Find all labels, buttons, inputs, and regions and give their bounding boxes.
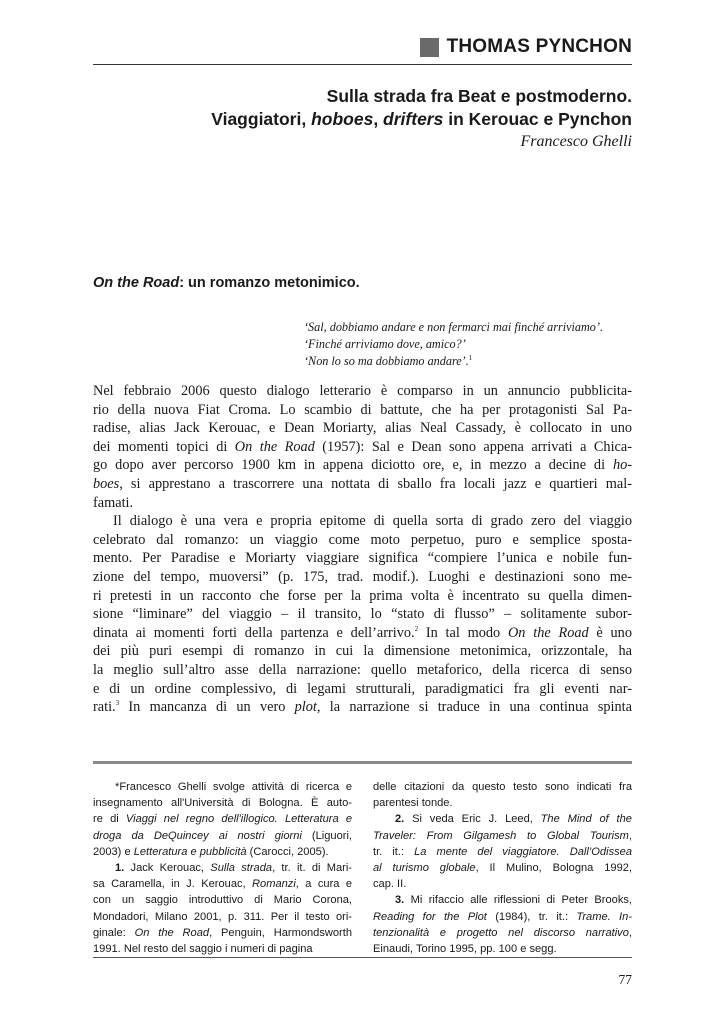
- text-run: 2003) e: [93, 845, 134, 858]
- header-rule: [93, 64, 632, 65]
- text-run: Mi rifaccio alle riflessioni di Peter Brooks,: [404, 894, 632, 907]
- text-run: (Carocci, 2005).: [246, 845, 329, 858]
- text-run: dei momenti topici di: [93, 438, 235, 455]
- section-header: [420, 36, 632, 58]
- text-run: In tal modo: [418, 624, 508, 641]
- epigraph-line: [304, 353, 634, 370]
- footnote-number: 3.: [395, 894, 405, 907]
- body-line: [93, 456, 632, 475]
- footnote-line: [93, 811, 352, 827]
- text-run: Nel febbraio 2006 questo dialogo letterario è comparso in un annuncio pubblicita-: [93, 383, 632, 399]
- footnote-ref: 1: [468, 353, 473, 362]
- body-line: [93, 549, 632, 568]
- text-run: Si veda Eric J. Leed,: [404, 813, 541, 826]
- text-run: e di un ordine complessivo, di legami strutturali, paradigmatici fra gli eventi nar-: [93, 680, 632, 697]
- body-line: [93, 605, 632, 624]
- text-run: , Penguin, Harmondsworth: [209, 926, 353, 939]
- footnote-line: [93, 892, 352, 908]
- footnote-line: [373, 828, 632, 844]
- text-run: go dopo aver percorso 1900 km in appena diciotto ore, e, in mezzo a decine di: [93, 457, 613, 474]
- footnote-line: [373, 860, 632, 876]
- body-line: [93, 494, 632, 513]
- italic-text: On the Road: [507, 624, 589, 641]
- footnote-line: [373, 795, 632, 811]
- text-run: sa Caramella, in J. Kerouac,: [93, 878, 253, 891]
- section-heading-italic: On the Road: [93, 275, 180, 291]
- footnotes-left-column: [93, 779, 352, 957]
- footnote-line: [93, 860, 352, 876]
- body-line: [93, 568, 632, 587]
- body-line: [93, 531, 632, 550]
- body-line: [93, 401, 632, 420]
- text-run: , Il Mulino, Bologna 1992,: [475, 862, 632, 875]
- text-run: (1984), tr. it.:: [486, 910, 577, 923]
- text-run: cap. II.: [373, 878, 407, 891]
- italic-text: Letteratura e pubblicità: [133, 845, 247, 858]
- article-title: [211, 85, 632, 131]
- text-run: parentesi tonde.: [373, 797, 453, 810]
- body-line: [93, 661, 632, 680]
- text-run: rio della nuova Fiat Croma. Lo scambio di battute, che ha per protagonisti Sal Pa-: [93, 401, 632, 418]
- italic-text: plot: [294, 699, 317, 716]
- footnote-line: [93, 876, 352, 892]
- page-number: 77: [618, 972, 632, 987]
- body-line: [93, 512, 632, 531]
- text-run: Jack Kerouac,: [124, 862, 211, 875]
- section-heading: [93, 275, 360, 291]
- title-italic-drifters: drifters: [383, 109, 444, 129]
- italic-text: tenzionalità e progetto nel discorso narrativo: [373, 926, 629, 939]
- footnote-line: [373, 892, 632, 908]
- footnote-ref: 3: [115, 699, 120, 708]
- footnote-line: [93, 828, 352, 844]
- italic-text: Sulla strada: [210, 862, 273, 875]
- italic-text: On the Road: [234, 438, 315, 455]
- text-run: mento. Per Paradise e Moriarty viaggiare significa “compiere l’unica e nobile fun-: [93, 550, 632, 567]
- article-author: Francesco Ghelli: [520, 133, 632, 150]
- italic-text: droga da DeQuincey ai nostri giorni: [93, 829, 302, 842]
- section-marker-square: [420, 38, 439, 57]
- body-line: [93, 382, 632, 401]
- footnotes-right-column: [373, 779, 632, 957]
- footnote-number: 2.: [395, 813, 405, 826]
- title-italic-hoboes: hoboes: [311, 109, 374, 129]
- epigraph-text: ‘Non lo so ma dobbiamo andare’.: [304, 354, 469, 368]
- text-run: la meglio sull’altro asse della narrazione: quello metaforico, della ricerca di senso: [93, 661, 632, 678]
- body-text: [93, 382, 632, 717]
- text-run: ri pretesti in un racconto che forse per la prima volta è incentrato su quella dimen-: [93, 587, 632, 604]
- footnote-line: [373, 811, 632, 827]
- italic-text: ho-: [612, 457, 632, 474]
- footnote-line: [373, 941, 632, 957]
- body-line: [93, 475, 632, 494]
- text-run: rati.: [93, 699, 116, 716]
- footnote-ref: 2: [414, 624, 419, 633]
- body-line: [93, 419, 632, 438]
- text-run: è uno: [588, 624, 632, 641]
- title-text: ,: [373, 109, 384, 129]
- footnote-rule: [93, 761, 632, 764]
- title-text: Viaggiatori,: [211, 109, 312, 129]
- italic-text: Reading for the Plot: [373, 910, 487, 923]
- body-line: [93, 624, 632, 643]
- text-run: ,: [628, 926, 632, 939]
- text-run: re di: [93, 813, 126, 826]
- footnote-number: 1.: [115, 862, 125, 875]
- italic-text: On the Road: [134, 926, 210, 939]
- footnote-line: [93, 795, 352, 811]
- text-run: zione del tempo, muoversi” (p. 175, trad. modif.). Luoghi e destinazioni sono me-: [93, 568, 632, 585]
- body-line: [93, 587, 632, 606]
- italic-text: Traveler: From Gilgamesh to Global Tourism: [373, 829, 629, 842]
- article-title-line-2: [211, 108, 632, 131]
- title-text: in Kerouac e Pynchon: [443, 109, 632, 129]
- italic-text: al turismo globale: [373, 862, 476, 875]
- text-run: con un saggio introduttivo di Mario Corona,: [93, 894, 352, 907]
- text-run: tr. it.:: [373, 845, 415, 858]
- italic-text: The Mind of the: [540, 813, 632, 826]
- text-run: , la narrazione si traduce in una continua spinta: [316, 699, 632, 716]
- footnote-line: [93, 779, 352, 795]
- text-run: (Liguori,: [301, 829, 352, 842]
- text-run: ,: [628, 829, 632, 842]
- italic-text: Romanzi: [252, 878, 296, 891]
- section-heading-text: : un romanzo metonimico.: [179, 275, 360, 291]
- text-run: dinata ai momenti forti della partenza e dell’arrivo.: [93, 624, 415, 641]
- italic-text: boes: [93, 475, 120, 492]
- italic-text: La mente del viaggiatore. Dall’Odissea: [414, 845, 632, 858]
- footnote-line: [373, 876, 632, 892]
- text-run: celebrato dal romanzo: un viaggio come moto perpetuo, puro e semplice sposta-: [93, 531, 632, 548]
- footnote-line: [93, 941, 352, 957]
- text-run: Il dialogo è una vera e propria epitome di quella sorta di grado zero del viaggio: [113, 513, 632, 530]
- article-title-line-1: Sulla strada fra Beat e postmoderno.: [326, 86, 632, 106]
- body-line: [93, 438, 632, 457]
- text-run: Einaudi, Torino 1995, pp. 100 e segg.: [373, 943, 557, 956]
- text-run: 1991. Nel resto del saggio i numeri di pagina: [93, 943, 313, 956]
- text-run: , si apprestano a trascorrere una nottata di sballo fra locali jazz e quartieri mal-: [119, 475, 632, 492]
- footnote-line: [93, 925, 352, 941]
- text-run: In mancanza di un vero: [119, 699, 295, 716]
- body-paragraph-2: [93, 512, 632, 717]
- text-run: , a cura e: [295, 878, 352, 891]
- text-run: , tr. it. di Mari-: [272, 862, 353, 875]
- body-line: [93, 642, 632, 661]
- footnote-line: [373, 844, 632, 860]
- epigraph-line: ‘Finché arriviamo dove, amico?’: [304, 337, 466, 351]
- text-run: ginale:: [93, 926, 135, 939]
- text-run: delle citazioni da questo testo sono indicati fra: [373, 781, 632, 793]
- text-run: radise, alias Jack Kerouac, e Dean Moriarty, alias Neal Cassady, è collocato in uno: [93, 420, 632, 437]
- footnote-line: [373, 925, 632, 941]
- footnote-line: [373, 779, 632, 795]
- text-run: famati.: [93, 494, 134, 511]
- body-line: [93, 698, 632, 717]
- italic-text: Viaggi nel regno dell'illogico. Letteratura e: [125, 813, 352, 826]
- section-title: THOMAS PYNCHON: [446, 36, 632, 57]
- italic-text: Trame. In-: [576, 910, 632, 923]
- epigraph: [304, 319, 634, 370]
- text-run: *Francesco Ghelli svolge attività di ricerca e: [115, 781, 352, 793]
- footnote-line: [373, 909, 632, 925]
- footnote-line: [93, 844, 352, 860]
- body-line: [93, 680, 632, 699]
- epigraph-line: ‘Sal, dobbiamo andare e non fermarci mai finché arriviamo’.: [304, 320, 604, 334]
- bottom-rule: [93, 957, 632, 958]
- text-run: Mondadori, Milano 2001, p. 311. Per il testo ori-: [93, 910, 352, 923]
- body-paragraph-1: [93, 382, 632, 512]
- text-run: sione “liminare” del viaggio – il transito, lo “stato di flusso” – solitamente subor-: [93, 606, 632, 623]
- footnote-line: [93, 909, 352, 925]
- text-run: dei più puri esempi di romanzo in cui la dimensione metonimica, orizzontale, ha: [93, 643, 632, 660]
- text-run: (1957): Sal e Dean sono appena arrivati a Chica-: [314, 438, 632, 455]
- text-run: insegnamento all'Università di Bologna. È auto-: [93, 797, 352, 810]
